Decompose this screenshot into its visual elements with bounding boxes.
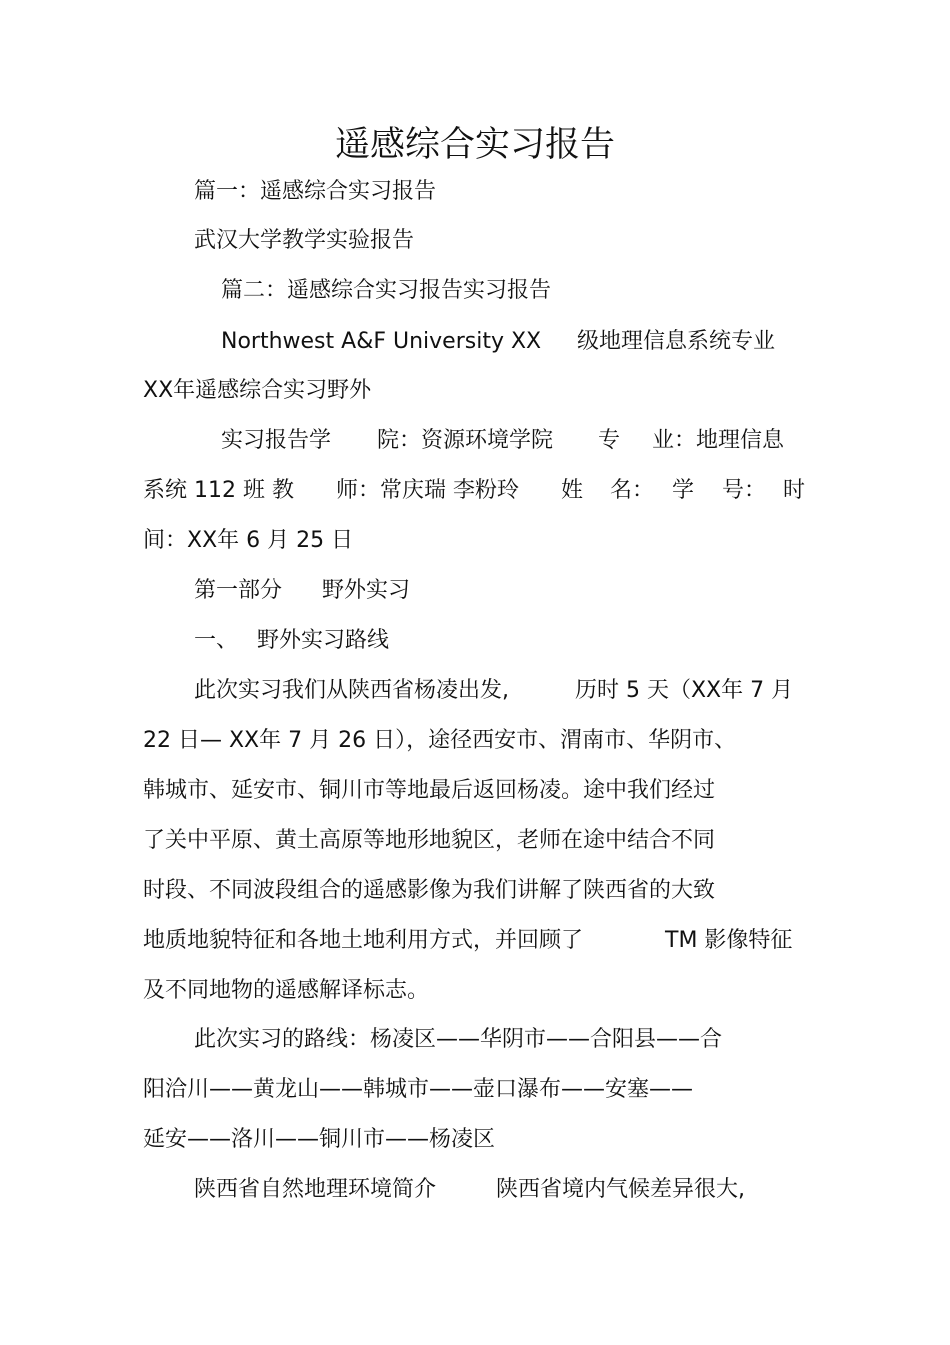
document-title: 遥感综合实习报告: [334, 125, 615, 165]
college-field: 院：资源环境学院: [377, 428, 554, 453]
text-line-field-report: XX年遥感综合实习野外: [143, 378, 372, 403]
section-number: 第一部分: [194, 578, 283, 603]
subsection-number: 一、: [194, 628, 239, 653]
text-line-heading-1: 篇一：遥感综合实习报告: [194, 179, 437, 204]
major-field: 业：地理信息: [652, 428, 785, 453]
class-field: 系统 112 班 教: [143, 478, 294, 503]
report-label: 实习报告学: [221, 428, 332, 453]
date-field: 间：XX年 6 月 25 日: [143, 528, 354, 553]
paragraph-line: 时段、不同波段组合的遥感影像为我们讲解了陕西省的大致: [143, 878, 716, 903]
paragraph-line: 此次实习我们从陕西省杨凌出发,: [194, 678, 509, 703]
university-name: Northwest A&F University XX: [221, 329, 542, 354]
paragraph-line: 及不同地物的遥感解译标志。: [143, 978, 430, 1003]
paragraph-line: 22 日— XX年 7 月 26 日），途径西安市、渭南市、华阴市、: [143, 728, 737, 753]
time-label-part1: 时: [783, 478, 806, 503]
student-id-label-part2: 号：: [722, 478, 767, 503]
major-label-part1: 专: [598, 428, 621, 453]
paragraph-line: 历时 5 天（XX年 7 月: [575, 678, 794, 703]
paragraph-line: 阳洽川——黄龙山——韩城市——壶口瀑布——安塞——: [143, 1077, 694, 1102]
paragraph-line: 延安——洛川——铜川市——杨凌区: [143, 1127, 496, 1152]
paragraph-line: 韩城市、延安市、铜川市等地最后返回杨凌。途中我们经过: [143, 778, 716, 803]
paragraph-heading: 陕西省自然地理环境简介: [194, 1177, 437, 1202]
teacher-field: 师：常庆瑞 李粉玲: [336, 478, 519, 503]
subsection-title: 野外实习路线: [257, 628, 390, 653]
student-id-label-part1: 学: [672, 478, 695, 503]
paragraph-line: 地质地貌特征和各地土地利用方式，并回顾了: [143, 928, 584, 953]
major-text: 级地理信息系统专业: [577, 329, 776, 354]
paragraph-line: 此次实习的路线：杨凌区——华阴市——合阳县——合: [194, 1027, 723, 1052]
section-title: 野外实习: [322, 578, 411, 603]
paragraph-line: TM 影像特征: [665, 928, 793, 953]
paragraph-line: 了关中平原、黄土高原等地形地貌区，老师在途中结合不同: [143, 828, 716, 853]
name-label-part2: 名：: [610, 478, 655, 503]
paragraph-line: 陕西省境内气候差异很大,: [496, 1177, 745, 1202]
name-label-part1: 姓: [561, 478, 584, 503]
text-line-heading-2: 武汉大学教学实验报告: [194, 228, 415, 253]
text-line-heading-3: 篇二：遥感综合实习报告实习报告: [221, 278, 552, 303]
